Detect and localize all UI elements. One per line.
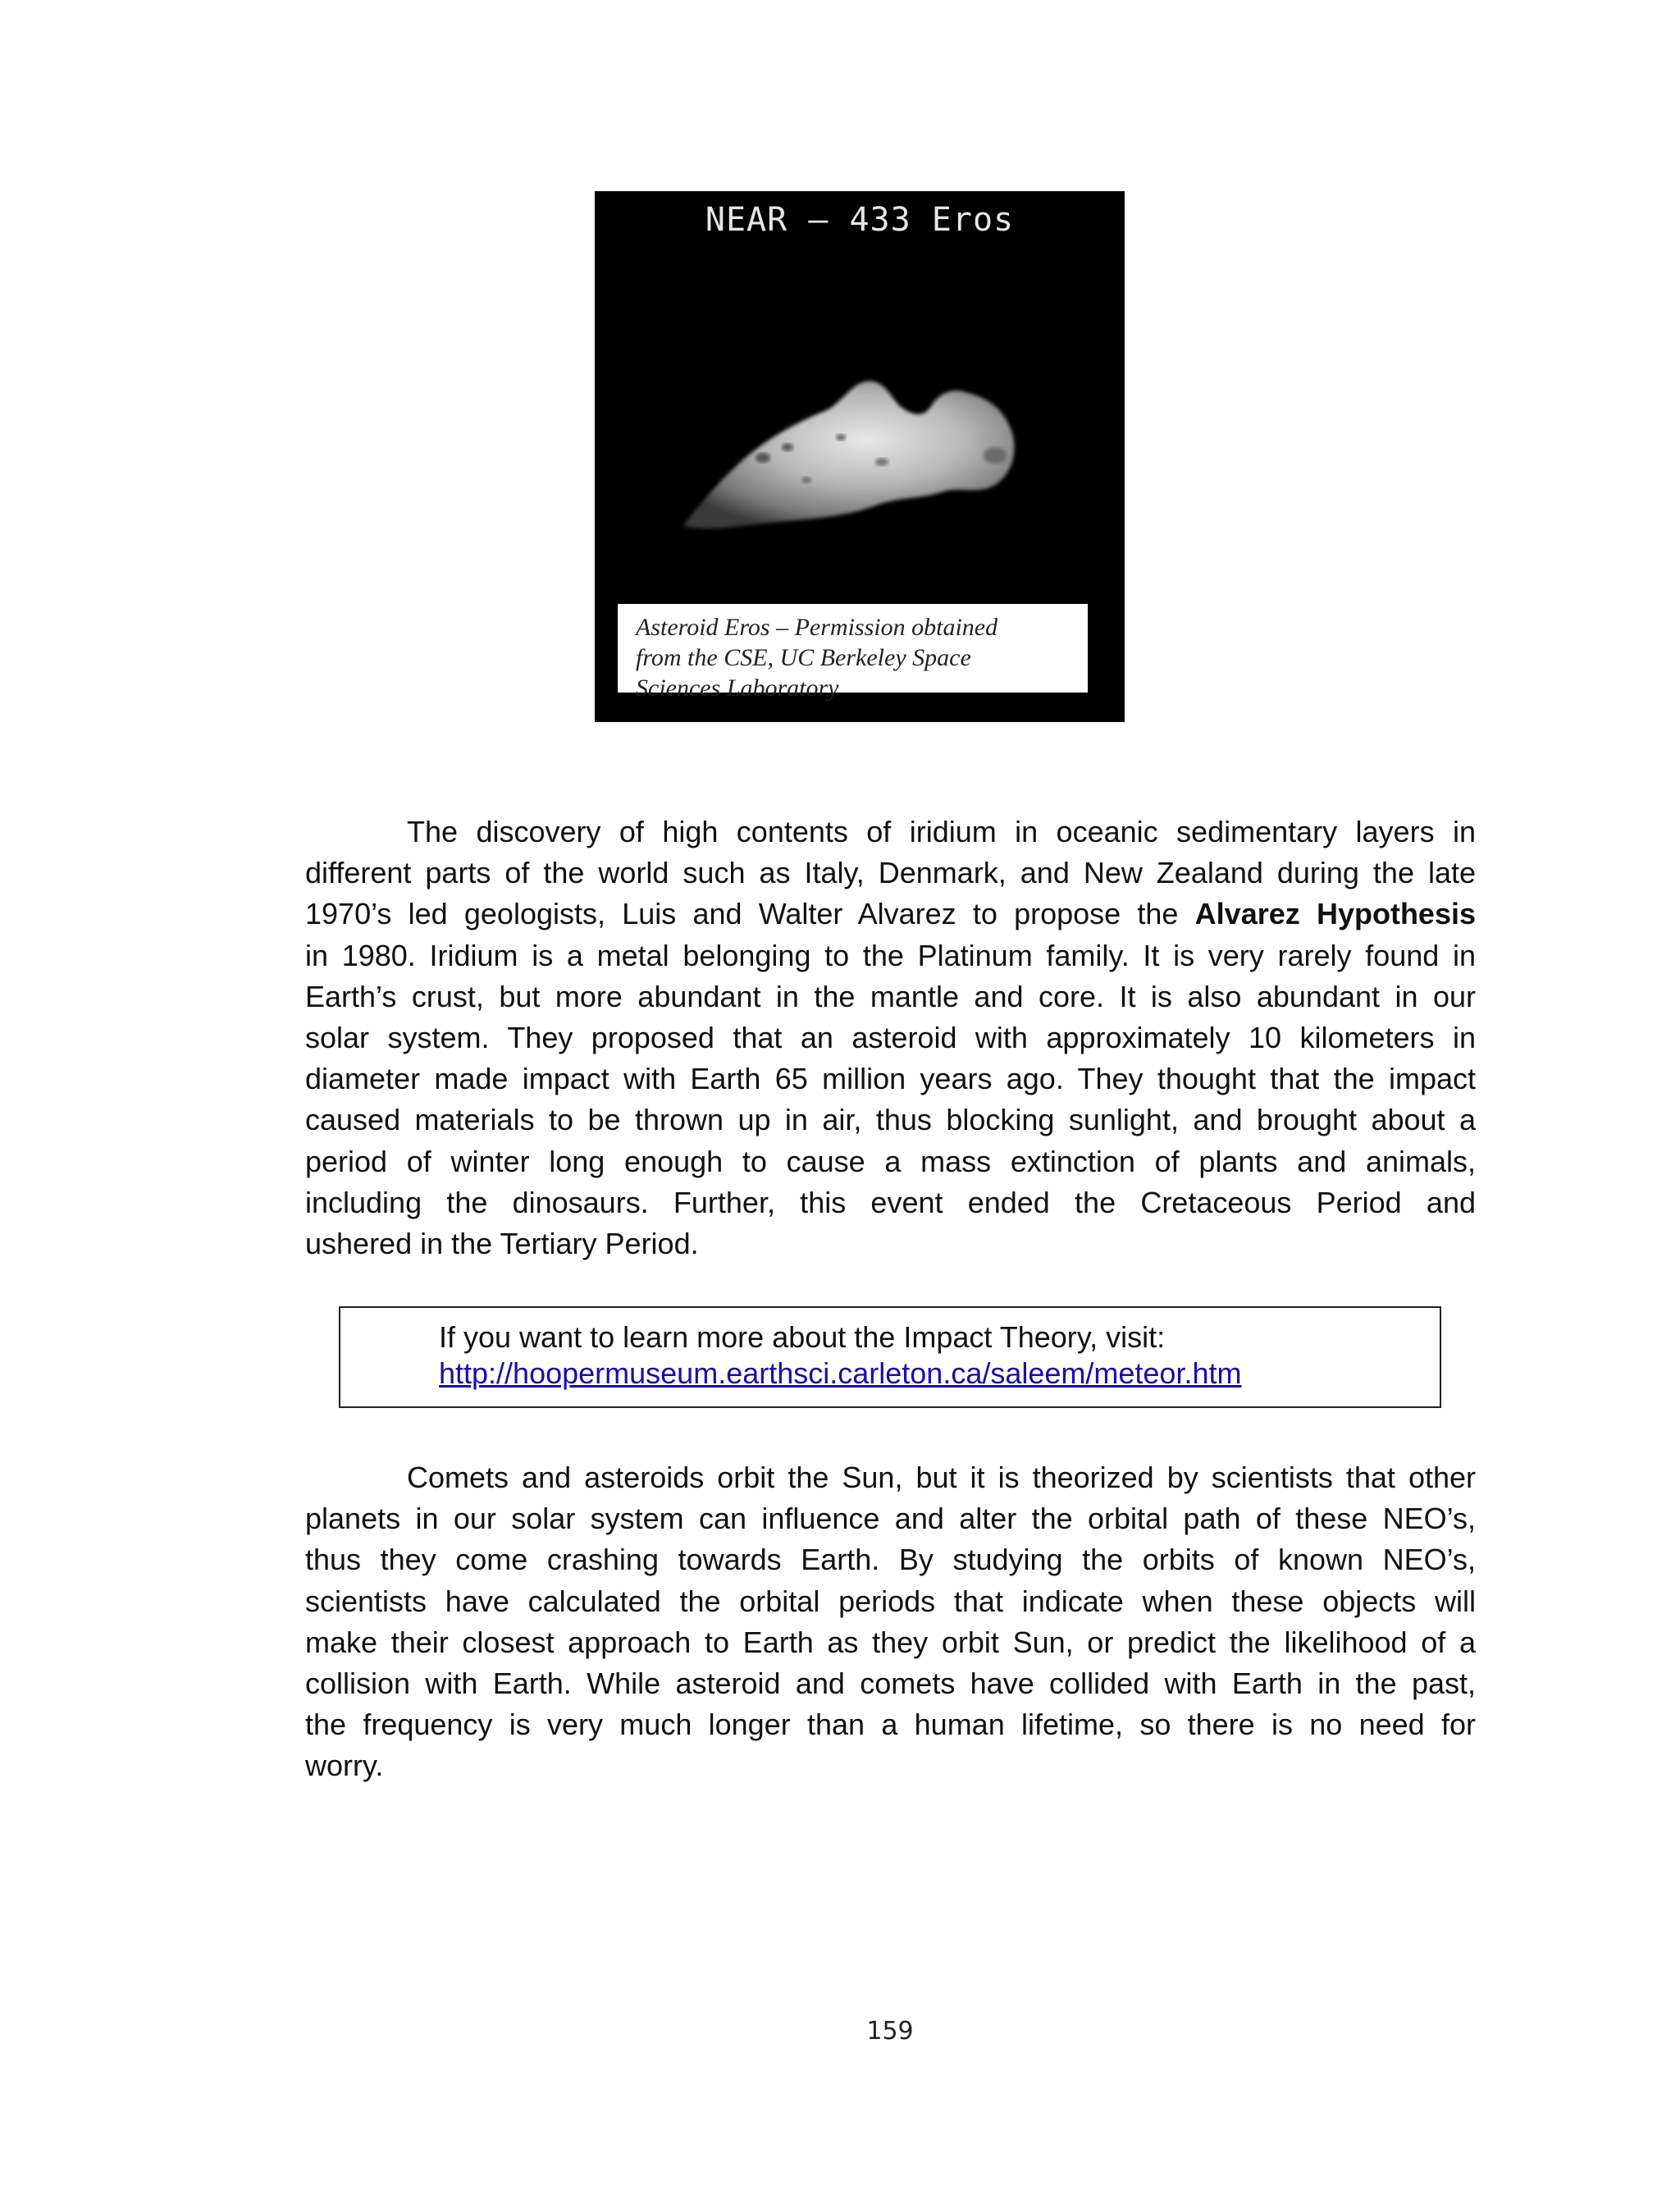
caption-line: from the CSE, UC Berkeley Space	[636, 644, 971, 671]
figure-title: NEAR — 433 Eros	[705, 201, 1015, 239]
paragraph-line: Comets and asteroids orbit the Sun, but it is theorized by scientists that other	[407, 1461, 1476, 1494]
caption-line: Asteroid Eros – Permission obtained	[636, 614, 998, 641]
paragraph-alvarez-hypothesis	[305, 812, 1476, 1264]
paragraph-line: caused materials to be thrown up in air, thus blocking sunlight, and brought about a	[305, 1103, 1476, 1137]
paragraph-line: period of winter long enough to cause a mass extinction of plants and animals,	[305, 1144, 1476, 1178]
paragraph-line: make their closest approach to Earth as they orbit Sun, or predict the likelihood of a	[305, 1625, 1476, 1659]
paragraph-line: collision with Earth. While asteroid and comets have collided with Earth in the past,	[305, 1666, 1476, 1700]
alvarez-hypothesis-term: Alvarez Hypothesis	[1194, 897, 1476, 931]
paragraph-line	[305, 894, 1476, 935]
paragraph-neo-orbits	[305, 1457, 1476, 1787]
paragraph-line: the frequency is very much longer than a human lifetime, so there is no need for	[305, 1708, 1476, 1742]
paragraph-line-text: 1970’s led geologists, Luis and Walter Alvarez to propose the	[305, 897, 1195, 931]
paragraph-line: solar system. They proposed that an asteroid with approximately 10 kilometers in	[305, 1020, 1476, 1054]
asteroid-figure	[595, 191, 1125, 722]
info-box-content	[439, 1319, 1241, 1392]
figure-caption	[618, 604, 1088, 702]
paragraph-line: different parts of the world such as Italy, Denmark, and New Zealand during the late	[305, 856, 1476, 890]
caption-line: Sciences Laboratory	[636, 674, 839, 702]
asteroid-eros-image	[595, 191, 1125, 601]
paragraph-line: planets in our solar system can influence and alter the orbital path of these NEO’s,	[305, 1502, 1476, 1536]
paragraph-line: scientists have calculated the orbital periods that indicate when these objects will	[305, 1584, 1476, 1618]
paragraph-line: ushered in the Tertiary Period.	[305, 1226, 699, 1260]
info-box-text: If you want to learn more about the Impact Theory, visit:	[439, 1320, 1166, 1354]
paragraph-line: including the dinosaurs. Further, this event ended the Cretaceous Period and	[305, 1185, 1476, 1219]
paragraph-line: Earth’s crust, but more abundant in the mantle and core. It is also abundant in our	[305, 979, 1476, 1013]
impact-theory-info-box	[339, 1306, 1441, 1408]
paragraph-line: The discovery of high contents of iridium in oceanic sedimentary layers in	[407, 815, 1476, 848]
impact-theory-link[interactable]: http://hoopermuseum.earthsci.carleton.ca/saleem/meteor.htm	[439, 1356, 1242, 1390]
paragraph-line: in 1980. Iridium is a metal belonging to the Platinum family. It is very rarely found in	[305, 938, 1476, 972]
paragraph-line: worry.	[305, 1749, 384, 1783]
paragraph-line: diameter made impact with Earth 65 million years ago. They thought that the impact	[305, 1062, 1476, 1096]
page-number: 159	[866, 2017, 914, 2046]
paragraph-line: thus they come crashing towards Earth. By studying the orbits of known NEO’s,	[305, 1543, 1476, 1577]
